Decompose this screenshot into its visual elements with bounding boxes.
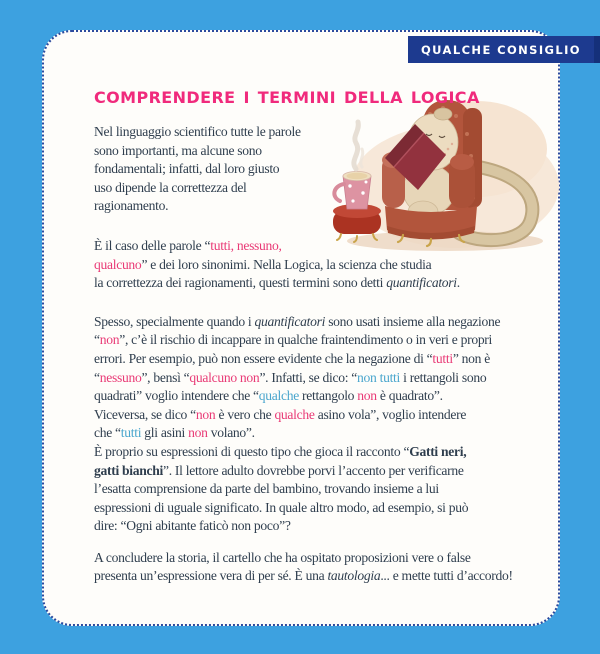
text-segment: gatti bianchi [94,462,163,478]
text-segment: È il caso delle parole “ [94,237,211,253]
text-segment: A concludere la storia, il cartello che ha ospitato proposizioni vere o false [94,549,471,565]
text-segment: Spesso, specialmente quando i [94,313,255,329]
text-line [94,179,513,198]
text-segment: quantificatori [386,275,457,291]
text-segment: ” e dei loro sinonimi. Nella Logica, la scienza che studia [141,256,432,272]
text-line [94,313,513,332]
text-segment: è vero che [215,406,275,422]
text-segment: fondamentali; infatti, dal loro giusto [94,161,280,177]
text-segment: quantificatori [254,313,326,329]
text-segment: tutti, nessuno, [210,237,282,253]
text-segment: sono usati insieme alla negazione [325,313,501,329]
text-line [94,549,513,568]
text-segment: è quadrato”. [376,388,443,404]
text-segment: ”, bensì “ [141,369,190,385]
page-title: COMPRENDERE I TERMINI DELLA LOGICA [94,88,480,107]
text-segment: non [99,332,120,348]
text-segment: volano”. [207,425,255,441]
body-paragraph [94,313,513,536]
book-page [42,30,581,626]
text-segment: sono importanti, ma alcune sono [94,142,262,158]
text-segment: non tutti [357,369,401,385]
text-segment: È proprio su espressioni di questo tipo che gioca il racconto “ [94,443,410,459]
text-line [94,256,513,275]
text-line [94,567,513,586]
text-line [94,443,513,462]
text-line [94,350,513,369]
text-line [94,517,513,536]
text-line [94,160,513,179]
text-line [94,387,513,406]
text-segment: i rettangoli sono [400,369,487,385]
text-segment: nessuno [99,369,142,385]
text-segment: la correttezza dei ragionamenti, questi termini sono detti [94,275,387,291]
text-segment: ”. Il lettore adulto dovrebbe porvi l’accento per verificarne [163,462,464,478]
text-line [94,499,513,518]
text-segment: espressioni di uguale significato. In quale altro modo, ad esempio, si può [94,499,469,515]
text-segment: Viceversa, se dico “ [94,406,196,422]
text-segment: qualcuno [94,256,142,272]
text-line [94,331,513,350]
text-line [94,274,513,293]
text-line [94,480,513,499]
text-segment: uso dipende la correttezza del [94,179,247,195]
text-segment: l’esatta comprensione da parte del bambino, trovando insieme a lui [94,481,439,497]
text-segment: “ [94,369,100,385]
body-text [94,123,513,586]
body-paragraph [94,237,513,293]
text-segment: gli asini [141,425,189,441]
text-line [94,424,513,443]
text-line [94,406,513,425]
text-segment: ”, c’è il rischio di incappare in qualche fraintendimento o in veri e propri [119,332,493,348]
text-segment: ragionamento. [94,198,169,214]
badge-label: QUALCHE CONSIGLIO [421,42,581,57]
text-segment: non [357,388,377,404]
text-segment: quadrati” voglio intendere che “ [94,388,259,404]
text-segment: non [188,425,208,441]
text-line [94,369,513,388]
text-segment: “ [94,332,100,348]
text-segment: qualche [274,406,315,422]
text-segment: qualche [258,388,299,404]
text-segment: dire: “Ogni abitante faticò non poco”? [94,518,291,534]
text-segment: qualcuno non [189,369,260,385]
text-segment: . [456,275,460,291]
text-segment: Gatti neri, [409,443,467,459]
text-line [94,237,513,256]
text-line [94,123,513,142]
text-segment: presenta un’espressione vera di per sé. È una [94,568,328,584]
text-segment: non [195,406,216,422]
text-segment: tutti [432,350,453,366]
text-segment: tutti [120,425,142,441]
body-paragraph [94,123,513,216]
text-line [94,197,513,216]
text-segment: tautologia [327,568,381,584]
text-segment: ”. Infatti, se dico: “ [259,369,358,385]
text-line [94,142,513,161]
text-line [94,462,513,481]
text-segment: ... e mette tutti d’accordo! [380,568,513,584]
text-segment: rettangolo [298,388,358,404]
text-segment: che “ [94,425,121,441]
text-segment: ” non è [452,350,490,366]
corner-badge [408,36,600,63]
text-segment: errori. Per esempio, può non essere evidente che la negazione di “ [94,350,433,366]
body-paragraph [94,549,513,586]
text-segment: asino vola”, voglio intendere [314,406,467,422]
text-segment: Nel linguaggio scientifico tutte le parole [94,124,301,139]
